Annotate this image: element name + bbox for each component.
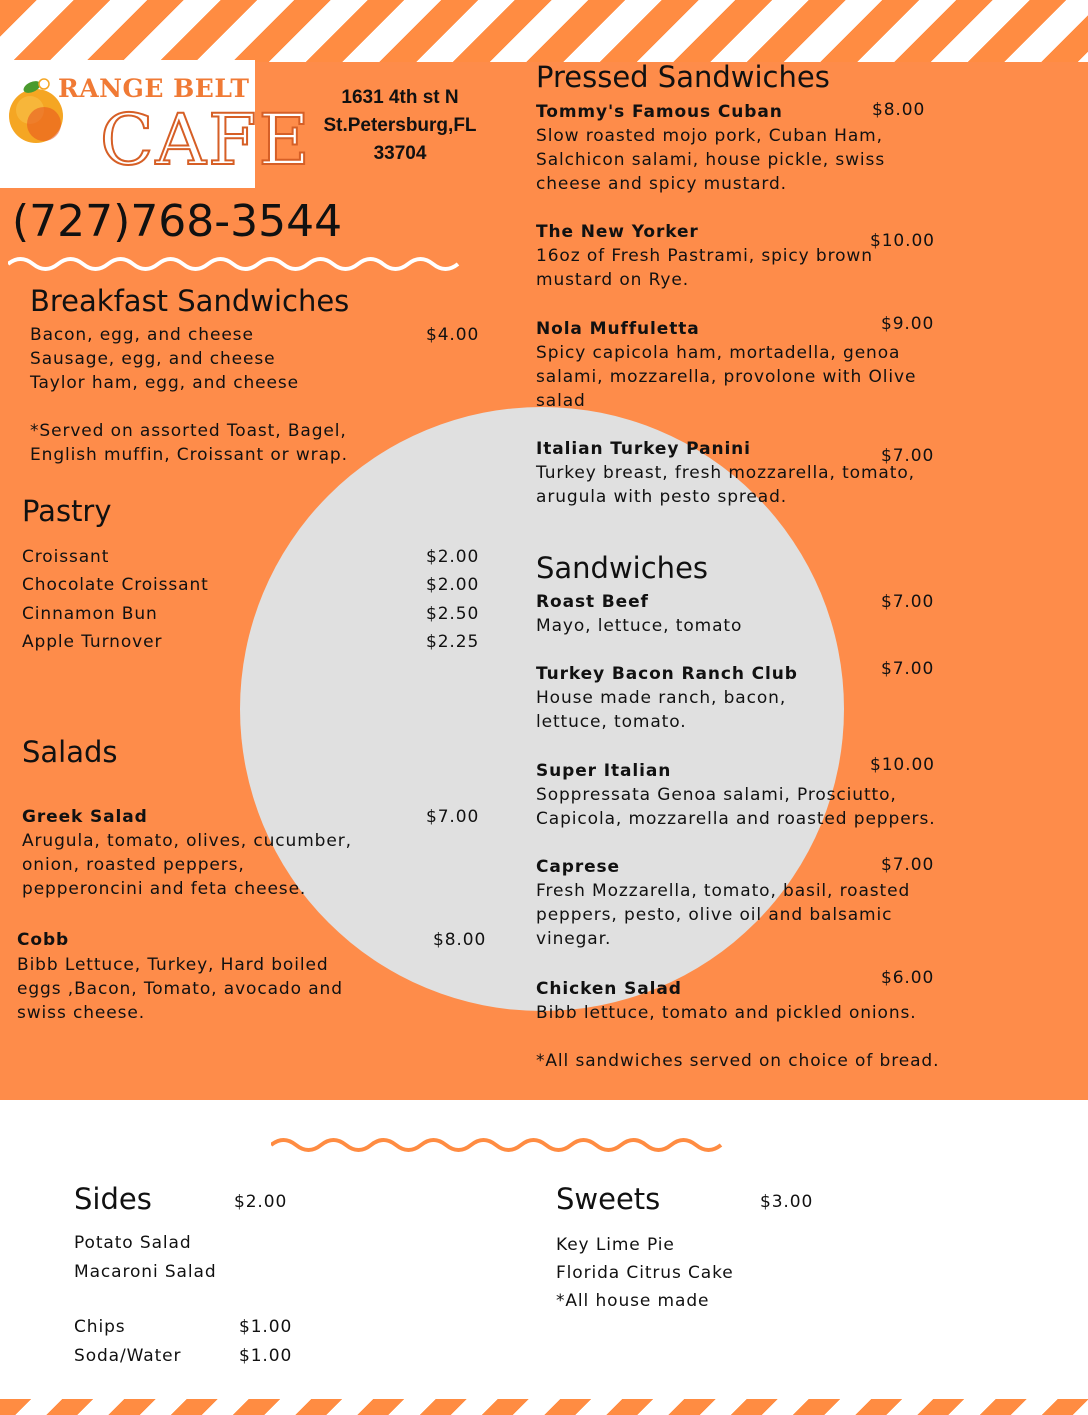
sandwich-description bbox=[536, 686, 786, 734]
sandwich-price: $7.00 bbox=[881, 592, 935, 612]
salad-description-line: pepperoncini and feta cheese. bbox=[22, 879, 307, 899]
description-line: Soppressata Genoa salami, Prosciutto, bbox=[536, 785, 897, 805]
description-line: Bibb lettuce, tomato and pickled onions. bbox=[536, 1003, 917, 1023]
salad-description-line: Bibb Lettuce, Turkey, Hard boiled bbox=[17, 955, 329, 975]
sandwich-description bbox=[536, 879, 910, 951]
description-line: mustard on Rye. bbox=[536, 270, 690, 290]
salad-price: $8.00 bbox=[433, 930, 487, 950]
salads-title: Salads bbox=[22, 735, 118, 769]
sweets-title: Sweets bbox=[556, 1182, 661, 1216]
sandwich-name: Super Italian bbox=[536, 761, 672, 781]
logo-text-top: RANGE BELT bbox=[58, 74, 250, 103]
pressed-title: Pressed Sandwiches bbox=[536, 60, 830, 94]
description-line: House made ranch, bacon, bbox=[536, 688, 787, 708]
sides-title: Sides bbox=[74, 1182, 152, 1216]
side-item: Potato Salad bbox=[74, 1233, 192, 1253]
breakfast-price: $4.00 bbox=[426, 325, 480, 345]
salad-name: Greek Salad bbox=[22, 807, 148, 827]
pressed-item-description bbox=[536, 341, 916, 413]
breakfast-title: Breakfast Sandwiches bbox=[30, 284, 350, 318]
sandwich-description bbox=[536, 783, 936, 831]
pastry-item-name: Apple Turnover bbox=[22, 632, 163, 652]
logo-text-cafe: CAFE bbox=[100, 99, 312, 181]
pastry-item-price: $2.50 bbox=[426, 604, 480, 624]
sandwich-name: Chicken Salad bbox=[536, 979, 682, 999]
pressed-item-price: $7.00 bbox=[881, 446, 935, 466]
logo bbox=[0, 60, 312, 188]
salad-description-line: swiss cheese. bbox=[17, 1003, 146, 1023]
sides-price: $2.00 bbox=[234, 1192, 288, 1212]
pastry-item-price: $2.00 bbox=[426, 575, 480, 595]
sandwich-description bbox=[536, 1001, 917, 1025]
description-line: Spicy capicola ham, mortadella, genoa bbox=[536, 343, 901, 363]
description-line: cheese and spicy mustard. bbox=[536, 174, 787, 194]
description-line: salad bbox=[536, 391, 586, 411]
sweets-price: $3.00 bbox=[760, 1192, 814, 1212]
pressed-item-name: Italian Turkey Panini bbox=[536, 439, 751, 459]
description-line: Capicola, mozzarella and roasted peppers. bbox=[536, 809, 936, 829]
sandwich-price: $10.00 bbox=[870, 755, 935, 775]
salad-name: Cobb bbox=[17, 930, 70, 950]
description-line: lettuce, tomato. bbox=[536, 712, 687, 732]
breakfast-item: Taylor ham, egg, and cheese bbox=[30, 373, 300, 393]
salad-description-line: onion, roasted peppers, bbox=[22, 855, 245, 875]
address bbox=[290, 84, 510, 168]
sandwich-name: Caprese bbox=[536, 857, 620, 877]
bottom-stripe-border bbox=[0, 1399, 1088, 1415]
sandwich-name: Turkey Bacon Ranch Club bbox=[536, 664, 798, 684]
salad-description bbox=[22, 829, 352, 901]
pastry-item-name: Chocolate Croissant bbox=[22, 575, 209, 595]
description-line: vinegar. bbox=[536, 929, 612, 949]
side-item: Macaroni Salad bbox=[74, 1262, 217, 1282]
pressed-item-price: $8.00 bbox=[872, 100, 926, 120]
pressed-item-price: $10.00 bbox=[870, 231, 935, 251]
extra-item-price: $1.00 bbox=[239, 1346, 293, 1366]
sweet-item: Florida Citrus Cake bbox=[556, 1263, 734, 1283]
wave-divider-bottom bbox=[271, 1135, 726, 1155]
address-street: 1631 4th st N bbox=[341, 87, 459, 108]
address-zip: 33704 bbox=[373, 143, 427, 164]
breakfast-item: Bacon, egg, and cheese bbox=[30, 325, 254, 345]
sweet-item: *All house made bbox=[556, 1291, 710, 1311]
extra-item-price: $1.00 bbox=[239, 1317, 293, 1337]
wave-divider-top bbox=[8, 254, 463, 274]
pressed-item-price: $9.00 bbox=[881, 314, 935, 334]
sandwich-name: Roast Beef bbox=[536, 592, 649, 612]
sweet-item: Key Lime Pie bbox=[556, 1235, 675, 1255]
description-line: arugula with pesto spread. bbox=[536, 487, 788, 507]
description-line: Mayo, lettuce, tomato bbox=[536, 616, 743, 636]
sandwiches-title: Sandwiches bbox=[536, 551, 709, 585]
pressed-item-description bbox=[536, 124, 885, 196]
description-line: Slow roasted mojo pork, Cuban Ham, bbox=[536, 126, 883, 146]
sandwich-price: $6.00 bbox=[881, 968, 935, 988]
address-city: St.Petersburg,FL bbox=[323, 115, 477, 136]
pressed-item-name: The New Yorker bbox=[536, 222, 699, 242]
pressed-item-description bbox=[536, 461, 915, 509]
description-line: Fresh Mozzarella, tomato, basil, roasted bbox=[536, 881, 911, 901]
description-line: salami, mozzarella, provolone with Olive bbox=[536, 367, 917, 387]
salad-description bbox=[17, 953, 343, 1025]
description-line: Turkey breast, fresh mozzarella, tomato, bbox=[536, 463, 915, 483]
sandwich-price: $7.00 bbox=[881, 855, 935, 875]
top-stripe-border bbox=[0, 0, 1088, 62]
phone-number: (727)768-3544 bbox=[12, 196, 343, 247]
description-line: 16oz of Fresh Pastrami, spicy brown bbox=[536, 246, 873, 266]
sandwich-price: $7.00 bbox=[881, 659, 935, 679]
description-line: Salchicon salami, house pickle, swiss bbox=[536, 150, 886, 170]
pastry-item-name: Cinnamon Bun bbox=[22, 604, 158, 624]
breakfast-note bbox=[30, 419, 348, 467]
pressed-item-name: Tommy's Famous Cuban bbox=[536, 102, 783, 122]
pastry-item-price: $2.00 bbox=[426, 547, 480, 567]
sandwich-description bbox=[536, 614, 742, 638]
breakfast-note-line: English muffin, Croissant or wrap. bbox=[30, 445, 348, 465]
pastry-item-price: $2.25 bbox=[426, 632, 480, 652]
sandwiches-note: *All sandwiches served on choice of bread. bbox=[536, 1051, 940, 1071]
extra-item-name: Chips bbox=[74, 1317, 126, 1337]
extra-item-name: Soda/Water bbox=[74, 1346, 182, 1366]
pressed-item-name: Nola Muffuletta bbox=[536, 319, 700, 339]
pastry-item-name: Croissant bbox=[22, 547, 110, 567]
breakfast-note-line: *Served on assorted Toast, Bagel, bbox=[30, 421, 347, 441]
description-line: peppers, pesto, olive oil and balsamic bbox=[536, 905, 893, 925]
breakfast-item: Sausage, egg, and cheese bbox=[30, 349, 276, 369]
pastry-title: Pastry bbox=[22, 494, 112, 528]
breakfast-items bbox=[30, 323, 299, 395]
salad-price: $7.00 bbox=[426, 807, 480, 827]
pressed-item-description bbox=[536, 244, 873, 292]
salad-description-line: eggs ,Bacon, Tomato, avocado and bbox=[17, 979, 343, 999]
salad-description-line: Arugula, tomato, olives, cucumber, bbox=[22, 831, 352, 851]
